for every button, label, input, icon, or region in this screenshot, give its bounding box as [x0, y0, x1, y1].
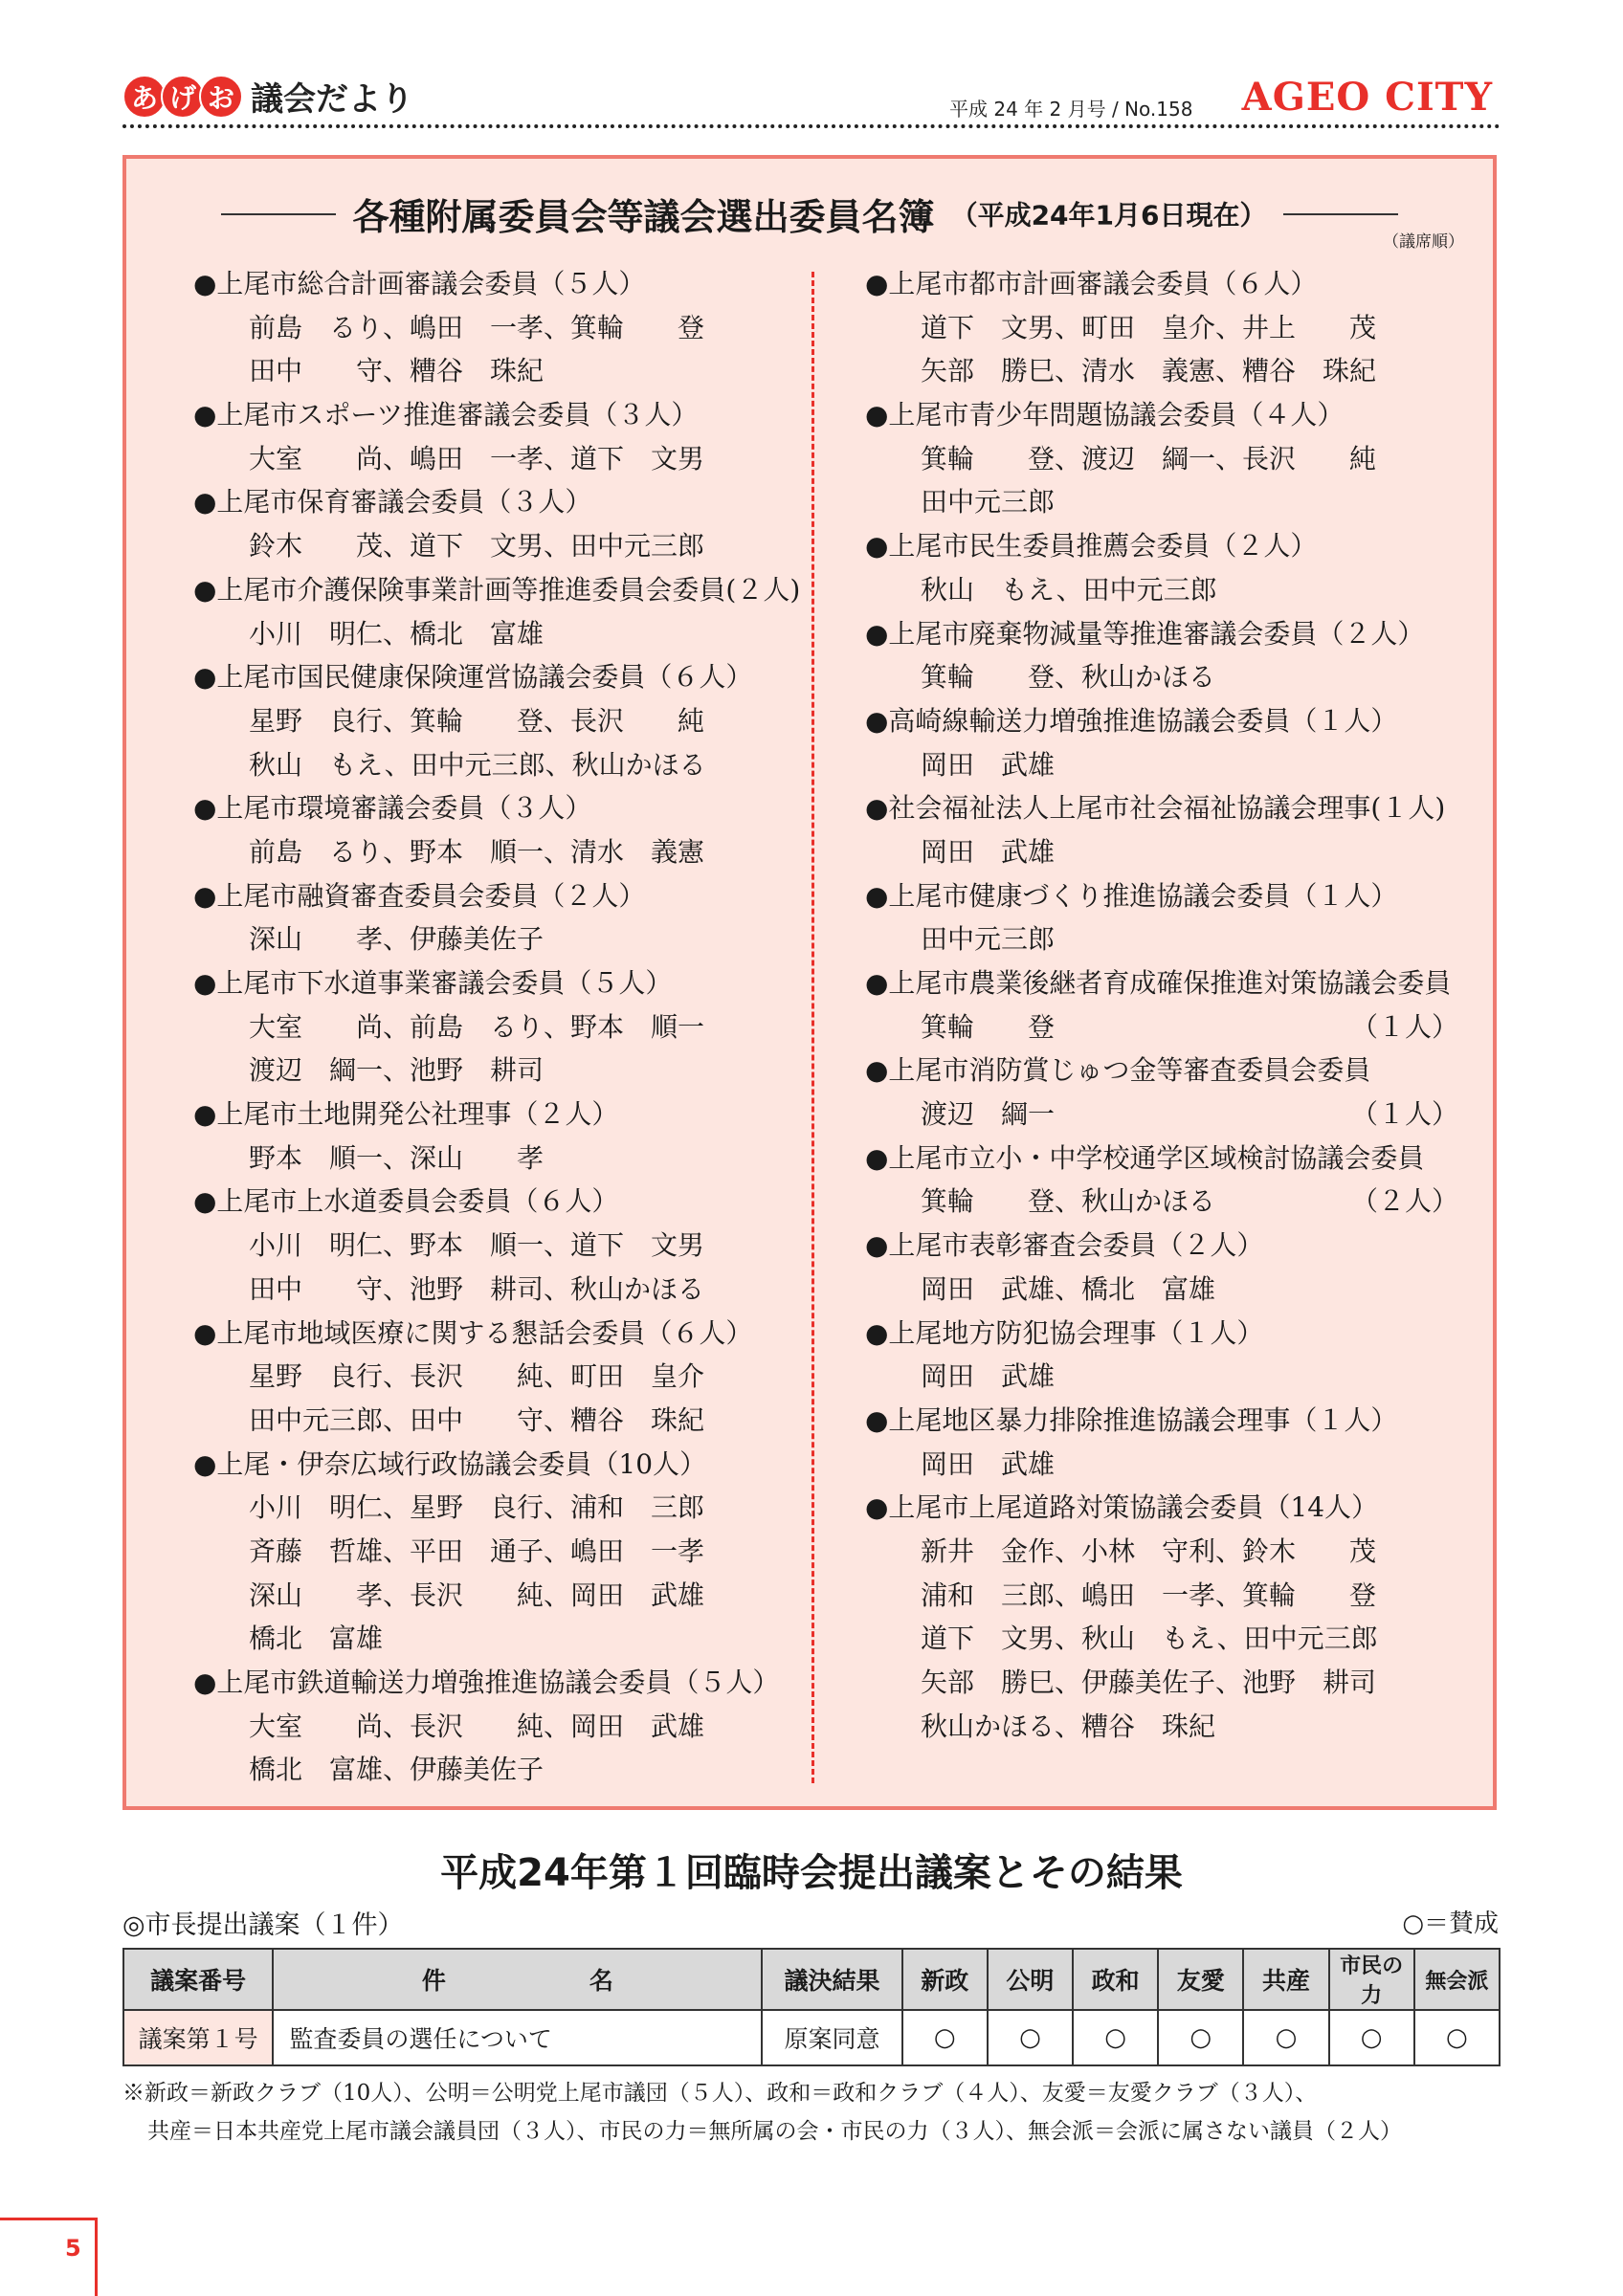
committee-name: ●上尾市介護保険事業計画等推進委員会委員(２人)	[193, 573, 801, 606]
committee-name: ●高崎線輸送力増強推進協議会委員（１人）	[865, 704, 1398, 737]
logo-title: 議会だより	[251, 80, 413, 119]
header-divider	[122, 124, 1501, 128]
proposal-title-cell: 監査委員の選任について	[273, 2010, 762, 2065]
header-seiwa: 政和	[1073, 1949, 1158, 2010]
committee-heading	[865, 1486, 1458, 1530]
committee-name: ●上尾市都市計画審議会委員（６人）	[865, 268, 1318, 299]
committee-members: 秋山 もえ、田中元三郎、秋山かほる	[249, 748, 706, 781]
vote-shimin: ○	[1329, 2010, 1414, 2065]
committee-members: 小川 明仁、橋北 富雄	[249, 617, 545, 650]
committee-heading	[193, 655, 806, 699]
committee-heading	[865, 961, 1458, 1005]
committee-name: ●社会福祉法人上尾市社会福祉協議会理事(１人)	[865, 792, 1446, 825]
committee-members: 岡田 武雄	[921, 748, 1056, 781]
committee-heading	[865, 1224, 1458, 1268]
committee-name: ●上尾市融資審査委員会委員（２人）	[193, 879, 646, 912]
member-names: 渡辺 綱一	[921, 1098, 1056, 1131]
committee-heading	[865, 786, 1458, 830]
vote-komei: ○	[988, 2010, 1073, 2065]
committee-heading	[193, 961, 806, 1005]
committee-members: 前島 るり、嶋田 一孝、箕輪 登	[249, 311, 705, 343]
committee-heading	[193, 874, 806, 918]
committee-members: 矢部 勝巳、清水 義憲、糟谷 珠紀	[921, 355, 1377, 387]
committee-heading	[865, 262, 1458, 306]
committee-members: 大室 尚、長沢 純、岡田 武雄	[249, 1710, 705, 1742]
committee-heading	[865, 393, 1458, 437]
header-mukaiha: 無会派	[1414, 1949, 1500, 2010]
roster-title: 各種附属委員会等議会選出委員名簿	[352, 196, 935, 238]
vote-yuai: ○	[1158, 2010, 1243, 2065]
committee-members: 箕輪 登、秋山かほる	[921, 661, 1216, 694]
proposal-number: 議案第１号	[123, 2010, 273, 2065]
header-yuai: 友愛	[1158, 1949, 1243, 2010]
seat-order-note: （議席順）	[1383, 232, 1464, 252]
roster-column-left	[193, 262, 806, 1792]
committee-heading	[865, 524, 1458, 568]
committee-name: ●上尾市地域医療に関する懇話会委員（６人）	[193, 1316, 753, 1349]
logo-char-ge: げ	[161, 75, 205, 119]
committee-heading	[193, 1312, 806, 1356]
vote-mukaiha: ○	[1414, 2010, 1500, 2065]
committee-members	[865, 1005, 1458, 1049]
page-number: 5	[65, 2235, 81, 2262]
committee-members: 鈴木 茂、道下 文男、田中元三郎	[249, 530, 705, 563]
header-kyosan: 共産	[1243, 1949, 1328, 2010]
header-number: 議案番号	[123, 1949, 273, 2010]
committee-name: ●上尾市青少年問題協議会委員（４人）	[865, 399, 1345, 431]
committee-members: 小川 明仁、野本 順一、道下 文男	[249, 1229, 705, 1262]
city-name: AGEO CITY	[1241, 75, 1493, 120]
committee-members: 田中元三郎	[921, 486, 1056, 519]
header-result: 議決結果	[762, 1949, 901, 2010]
committee-members: 深山 孝、伊藤美佐子	[249, 923, 545, 956]
committee-count: （１人）	[1350, 1098, 1458, 1131]
roster-date: （平成24年1月6日現在）	[950, 199, 1267, 232]
committee-heading	[193, 568, 806, 612]
vote-legend: ○＝賛成	[1402, 1910, 1499, 1938]
committee-heading	[193, 1443, 806, 1487]
committee-members: 岡田 武雄	[921, 1360, 1056, 1393]
committee-members: 前島 るり、野本 順一、清水 義憲	[249, 835, 705, 868]
committee-members: 道下 文男、町田 皇介、井上 茂	[921, 311, 1377, 343]
committee-name: ●上尾市立小・中学校通学区域検討協議会委員	[865, 1141, 1425, 1174]
committee-members: 星野 良行、箕輪 登、長沢 純	[249, 704, 705, 737]
committee-members: 橋北 富雄、伊藤美佐子	[249, 1754, 545, 1786]
committee-members: 深山 孝、長沢 純、岡田 武雄	[249, 1578, 705, 1611]
committee-members: 道下 文男、秋山 もえ、田中元三郎	[921, 1623, 1378, 1655]
committee-heading	[193, 786, 806, 830]
committee-members: 渡辺 綱一、池野 耕司	[249, 1054, 545, 1087]
roster-heading	[126, 188, 1493, 240]
committee-count: （１人）	[1350, 1010, 1458, 1043]
header-title: 件 名	[273, 1949, 762, 2010]
table-header-row	[123, 1949, 1500, 2010]
committee-name: ●上尾市農業後継者育成確保推進対策協議会委員	[865, 967, 1452, 999]
committee-heading	[193, 480, 806, 524]
committee-name: ●上尾市上尾道路対策協議会委員（14人）	[865, 1491, 1379, 1524]
committee-members	[865, 1093, 1458, 1137]
vote-shinsei: ○	[902, 2010, 988, 2065]
vote-seiwa: ○	[1073, 2010, 1158, 2065]
committee-members: 秋山 もえ、田中元三郎	[921, 573, 1217, 606]
committee-members: 岡田 武雄、橋北 富雄	[921, 1272, 1216, 1305]
committee-name: ●上尾市保育審議会委員（３人）	[193, 486, 592, 519]
committee-heading	[193, 262, 806, 306]
logo-char-o: お	[199, 75, 243, 119]
committee-members: 浦和 三郎、嶋田 一孝、箕輪 登	[921, 1578, 1377, 1611]
committee-heading	[193, 393, 806, 437]
committee-members: 大室 尚、前島 るり、野本 順一	[249, 1010, 705, 1043]
committee-name: ●上尾市表彰審査会委員（２人）	[865, 1229, 1264, 1262]
title-rule-right	[1283, 213, 1398, 215]
committee-members: 箕輪 登、渡辺 綱一、長沢 純	[921, 442, 1377, 475]
party-footnote	[122, 2074, 1501, 2151]
proposal-subtitle: ◎市長提出議案（１件）	[122, 1910, 404, 1940]
committee-count: （２人）	[1350, 1185, 1458, 1218]
proposal-section-title: 平成24年第１回臨時会提出議案とその結果	[440, 1851, 1183, 1895]
committee-roster-box	[122, 155, 1497, 1810]
header-komei: 公明	[988, 1949, 1073, 2010]
committee-members: 大室 尚、嶋田 一孝、道下 文男	[249, 442, 705, 475]
committee-name: ●上尾市スポーツ推進審議会委員（３人）	[193, 399, 699, 431]
committee-members: 岡田 武雄	[921, 835, 1056, 868]
committee-name: ●上尾市下水道事業審議会委員（５人）	[193, 967, 673, 999]
committee-name: ●上尾市民生委員推薦会委員（２人）	[865, 530, 1318, 563]
committee-heading	[865, 612, 1458, 656]
proposal-result: 原案同意	[762, 2010, 901, 2065]
table-row	[123, 2010, 1500, 2065]
committee-heading	[193, 1661, 806, 1705]
committee-name: ●上尾市環境審議会委員（３人）	[193, 792, 592, 825]
committee-members: 田中 守、糟谷 珠紀	[249, 355, 545, 387]
committee-members	[865, 1180, 1458, 1224]
committee-members: 小川 明仁、星野 良行、浦和 三郎	[249, 1491, 705, 1524]
committee-name: ●上尾・伊奈広域行政協議会委員（10人）	[193, 1447, 707, 1480]
committee-members: 星野 良行、長沢 純、町田 皇介	[249, 1360, 705, 1393]
committee-name: ●上尾市総合計画審議会委員（５人）	[193, 268, 646, 299]
committee-heading	[865, 1049, 1458, 1093]
roster-column-right	[865, 262, 1458, 1748]
issue-number: 平成 24 年 2 月号 / No.158	[949, 98, 1193, 121]
footnote-line-1: ※新政＝新政クラブ（10人）、公明＝公明党上尾市議団（５人）、政和＝政和クラブ（４人）、友愛＝友愛クラブ（３人）、	[122, 2081, 1318, 2106]
header-shimin: 市民の力	[1329, 1949, 1414, 2010]
committee-name: ●上尾市国民健康保険運営協議会委員（６人）	[193, 661, 753, 694]
committee-members: 田中元三郎、田中 守、糟谷 珠紀	[249, 1403, 705, 1436]
committee-members: 矢部 勝巳、伊藤美佐子、池野 耕司	[921, 1667, 1377, 1698]
committee-heading	[193, 1093, 806, 1137]
committee-members: 秋山かほる、糟谷 珠紀	[921, 1710, 1216, 1742]
committee-members: 野本 順一、深山 孝	[249, 1141, 545, 1174]
committee-members: 田中元三郎	[921, 923, 1056, 956]
committee-name: ●上尾市土地開発公社理事（２人）	[193, 1098, 619, 1131]
vote-results-table	[122, 1948, 1501, 2066]
page-header	[122, 69, 1501, 128]
header-shinsei: 新政	[902, 1949, 988, 2010]
newsletter-logo	[122, 73, 413, 120]
member-names: 箕輪 登	[921, 1010, 1056, 1043]
committee-heading	[865, 1399, 1458, 1443]
committee-name: ●上尾地方防犯協会理事（１人）	[865, 1316, 1264, 1349]
footnote-line-2: 共産＝日本共産党上尾市議会議員団（３人）、市民の力＝無所属の会・市民の力（３人）、無会派＝会派に属さない議員（２人）	[147, 2119, 1402, 2144]
committee-heading	[193, 1180, 806, 1224]
logo-char-a: あ	[122, 75, 167, 119]
committee-name: ●上尾市健康づくり推進協議会委員（１人）	[865, 879, 1398, 912]
committee-members: 新井 金作、小林 守利、鈴木 茂	[921, 1534, 1377, 1567]
committee-heading	[865, 1312, 1458, 1356]
committee-name: ●上尾市廃棄物減量等推進審議会委員（２人）	[865, 617, 1425, 650]
committee-heading	[865, 1137, 1458, 1181]
committee-name: ●上尾市上水道委員会委員（６人）	[193, 1185, 619, 1218]
title-rule-left	[221, 213, 336, 215]
committee-heading	[865, 699, 1458, 743]
committee-members: 橋北 富雄	[249, 1623, 384, 1655]
committee-heading	[865, 874, 1458, 918]
vote-kyosan: ○	[1243, 2010, 1328, 2065]
committee-name: ●上尾地区暴力排除推進協議会理事（１人）	[865, 1403, 1398, 1436]
committee-members: 斉藤 哲雄、平田 通子、嶋田 一孝	[249, 1534, 705, 1567]
committee-members: 岡田 武雄	[921, 1447, 1056, 1480]
committee-name: ●上尾市消防賞じゅつ金等審査委員会委員	[865, 1054, 1371, 1087]
column-divider	[812, 272, 814, 1783]
page-number-frame	[0, 2218, 98, 2296]
committee-name: ●上尾市鉄道輸送力増強推進協議会委員（５人）	[193, 1667, 780, 1698]
member-names: 箕輪 登、秋山かほる	[921, 1185, 1216, 1218]
committee-members: 田中 守、池野 耕司、秋山かほる	[249, 1272, 705, 1305]
